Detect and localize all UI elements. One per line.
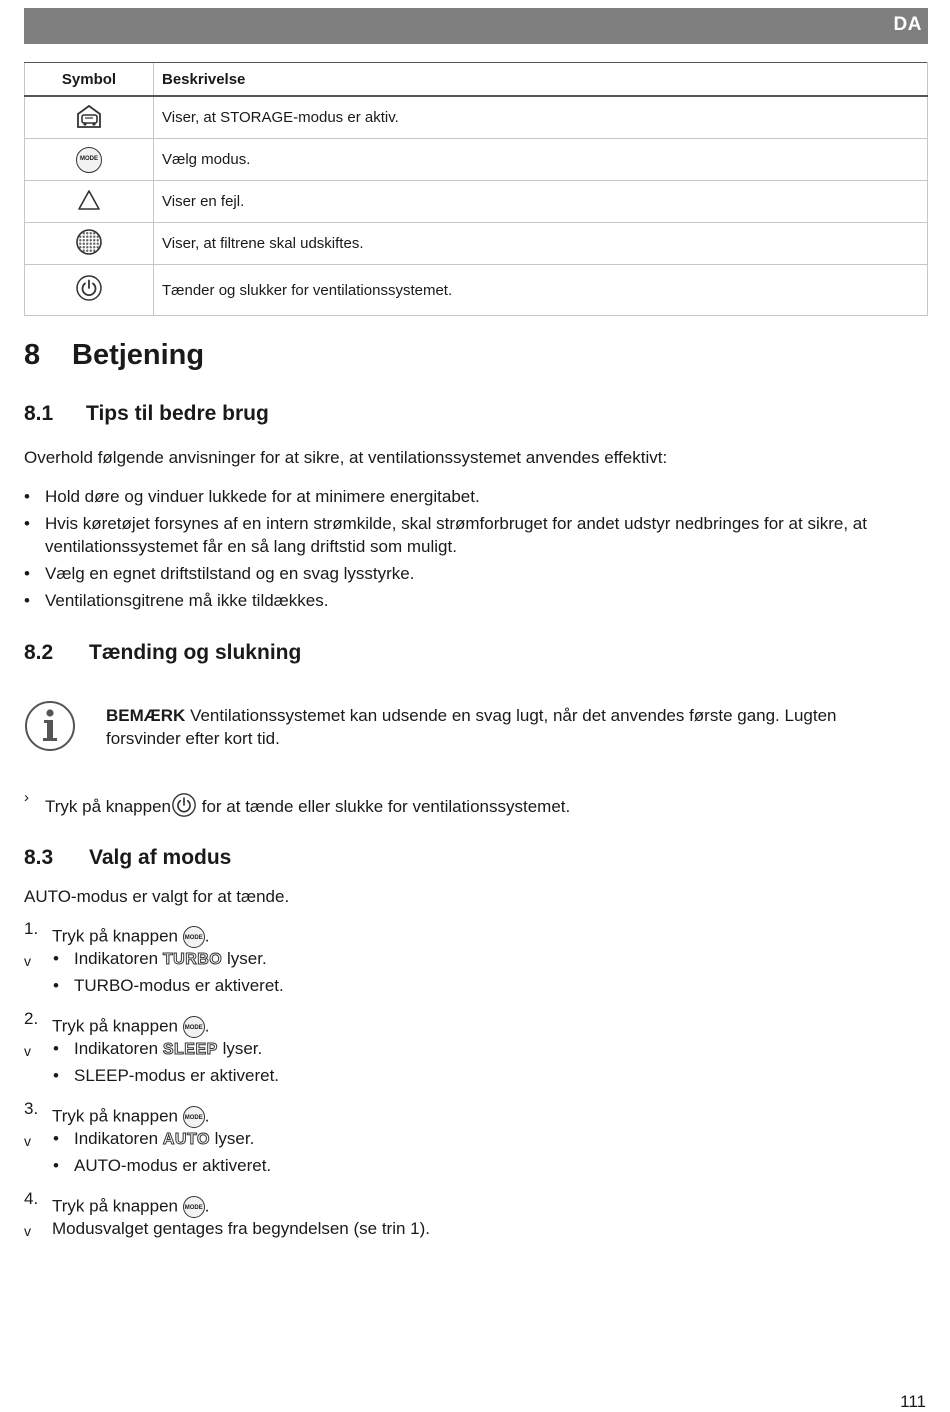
mode-button-icon: MODE: [76, 147, 102, 173]
step-instruction: Tryk på knappen MODE .: [52, 1196, 209, 1218]
info-icon: [24, 700, 76, 752]
table-header-row: [25, 63, 928, 97]
power-icon: [171, 792, 197, 818]
step-number: 1.: [24, 919, 39, 938]
table-row: [25, 96, 928, 139]
table-cell-description: Viser en fejl.: [154, 181, 928, 223]
auto-indicator-icon: AUTO: [162, 1131, 210, 1148]
mode-button-icon: MODE: [183, 1106, 205, 1128]
bullet-dot: •: [53, 1129, 59, 1148]
chapter-title: Betjening: [72, 339, 205, 371]
note-label: BEMÆRK: [106, 706, 186, 725]
section-title: Valg af modus: [89, 846, 232, 869]
language-code: DA: [893, 14, 922, 35]
language-header-bar: [24, 8, 928, 44]
symbol-table: [24, 62, 928, 316]
bullet-dot: •: [53, 976, 59, 995]
step-instruction: Tryk på knappen MODE .: [52, 926, 209, 948]
bullet-dot: •: [24, 564, 30, 583]
filter-icon: [75, 228, 103, 256]
mode-result: TURBO-modus er aktiveret.: [74, 976, 284, 995]
chapter-number: 8: [24, 339, 41, 371]
step-number: 4.: [24, 1189, 39, 1208]
action-instruction: Tryk på knappen for at tænde eller slukke for ventilationssystemet.: [45, 792, 905, 818]
bullet-dot: •: [24, 591, 30, 610]
column-header-symbol: Symbol: [25, 63, 154, 97]
table-cell-description: Viser, at filtrene skal udskiftes.: [154, 223, 928, 265]
action-marker: ›: [24, 789, 29, 806]
table-row: [25, 223, 928, 265]
mode-button-icon: MODE: [183, 1016, 205, 1038]
step-number: 2.: [24, 1009, 39, 1028]
step-result: Modusvalget gentages fra begyndelsen (se trin 1).: [52, 1219, 431, 1238]
result-marker: v: [24, 1223, 31, 1239]
indicator-line: Indikatoren AUTO lyser.: [74, 1129, 255, 1148]
note-text: Ventilationssystemet kan udsende en svag lugt, når det anvendes første gang. Lugten forsvinder efter kort tid.: [106, 706, 837, 748]
result-marker: v: [24, 953, 31, 969]
section-title: Tips til bedre brug: [86, 402, 269, 425]
step-instruction: Tryk på knappen MODE .: [52, 1106, 209, 1128]
section-intro: AUTO-modus er valgt for at tænde.: [24, 887, 290, 906]
table-cell-description: Vælg modus.: [154, 139, 928, 181]
result-marker: v: [24, 1043, 31, 1059]
section-number: 8.2: [24, 641, 54, 664]
turbo-indicator-icon: TURBO: [162, 951, 223, 968]
mode-result: AUTO-modus er aktiveret.: [74, 1156, 272, 1175]
indicator-line: Indikatoren TURBO lyser.: [74, 949, 267, 968]
result-marker: v: [24, 1133, 31, 1149]
section-number: 8.1: [24, 402, 54, 425]
indicator-line: Indikatoren SLEEP lyser.: [74, 1039, 263, 1058]
bullet-dot: •: [53, 1039, 59, 1058]
bullet-dot: •: [24, 514, 30, 533]
table-cell-description: Viser, at STORAGE-modus er aktiv.: [154, 96, 928, 139]
mode-result: SLEEP-modus er aktiveret.: [74, 1066, 280, 1085]
storage-mode-icon: [75, 102, 103, 130]
sleep-indicator-icon: SLEEP: [162, 1041, 218, 1058]
note-block: [106, 704, 906, 750]
bullet-dot: •: [24, 487, 30, 506]
table-row: [25, 181, 928, 223]
step-instruction: Tryk på knappen MODE .: [52, 1016, 209, 1038]
table-row: [25, 265, 928, 316]
section-intro: Overhold følgende anvisninger for at sikre, at ventilationssystemet anvendes effektivt:: [24, 448, 668, 467]
table-row: [25, 139, 928, 181]
mode-button-icon: MODE: [183, 1196, 205, 1218]
section-title: Tænding og slukning: [89, 641, 302, 664]
table-cell-description: Tænder og slukker for ventilationssystemet.: [154, 265, 928, 316]
step-number: 3.: [24, 1099, 39, 1118]
power-icon: [75, 274, 103, 302]
section-number: 8.3: [24, 846, 54, 869]
bullet-dot: •: [53, 949, 59, 968]
bullet-dot: •: [53, 1066, 59, 1085]
column-header-description: Beskrivelse: [154, 63, 928, 97]
page-number: 111: [900, 1392, 926, 1411]
mode-button-icon: MODE: [183, 926, 205, 948]
warning-triangle-icon: [77, 189, 101, 211]
bullet-dot: •: [53, 1156, 59, 1175]
